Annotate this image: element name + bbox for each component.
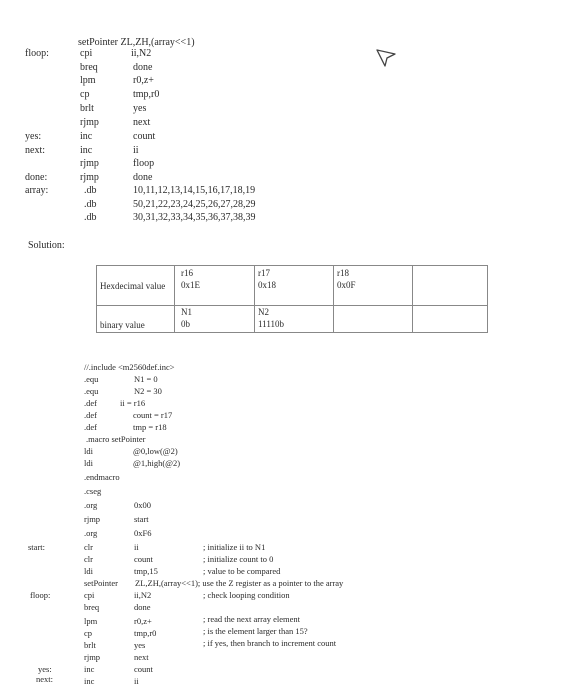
label-start: start: xyxy=(28,542,45,552)
code-comment: ; is the element larger than 15? xyxy=(203,626,308,636)
cell-r17-value: 0x18 xyxy=(258,280,276,290)
code-arg: tmp,15 xyxy=(134,566,158,576)
code-arg: count xyxy=(134,554,153,564)
code-arg: ii = r16 xyxy=(120,398,146,408)
code-op: brlt xyxy=(84,640,96,650)
code-arg: ii xyxy=(133,145,139,156)
solution-heading: Solution: xyxy=(28,240,65,251)
cell-r18-name: r18 xyxy=(337,268,349,278)
code-op: cpi xyxy=(80,48,93,59)
code-op: inc xyxy=(84,676,95,686)
code-op: rjmp xyxy=(84,514,101,524)
code-op: .equ xyxy=(84,374,99,384)
code-arg: next xyxy=(134,652,149,662)
code-comment: ; if yes, then branch to increment count xyxy=(203,638,337,648)
code-op: .org xyxy=(84,500,98,510)
code-op: brlt xyxy=(80,103,94,114)
code-arg: ii xyxy=(134,676,139,686)
code-op: cp xyxy=(80,89,90,100)
code-op: rjmp xyxy=(80,117,99,128)
cell-n1-name: N1 xyxy=(181,307,192,317)
label-yes: yes: xyxy=(38,664,52,674)
code-arg: tmp = r18 xyxy=(133,422,167,432)
code-op: .def xyxy=(84,398,97,408)
code-arg: done xyxy=(134,602,151,612)
code-op: .org xyxy=(84,528,98,538)
code-arg: 10,11,12,13,14,15,16,17,18,19 xyxy=(133,185,256,196)
code-arg: yes xyxy=(134,640,146,650)
code-comment: ; check looping condition xyxy=(203,590,290,600)
code-arg: @1,high(@2) xyxy=(133,458,181,468)
code-arg: done xyxy=(133,172,153,183)
code-arg: 30,31,32,33,34,35,36,37,38,39 xyxy=(133,212,256,223)
code-op: lpm xyxy=(80,75,96,86)
code-op: breq xyxy=(84,602,100,612)
code-arg: count xyxy=(133,131,156,142)
code-op: inc xyxy=(80,145,93,156)
table-row-label-binary: binary value xyxy=(100,320,145,330)
code-arg: N1 = 0 xyxy=(134,374,158,384)
code-arg: tmp,r0 xyxy=(133,89,160,100)
code-op: .db xyxy=(84,212,97,223)
cell-r18-value: 0x0F xyxy=(337,280,356,290)
label-floop: floop: xyxy=(30,590,51,600)
code-op: setPointer xyxy=(84,578,118,588)
code-arg: start xyxy=(134,514,149,524)
code-comment: ; read the next array element xyxy=(203,614,300,624)
code-arg: ii,N2 xyxy=(131,48,152,59)
code-op: .db xyxy=(84,185,97,196)
code-op: .equ xyxy=(84,386,99,396)
label-floop: floop: xyxy=(25,48,49,59)
code-op: .db xyxy=(84,199,97,210)
code-op: rjmp xyxy=(80,172,99,183)
cell-n2-value: 11110b xyxy=(258,319,284,329)
macro-call-line: setPointer ZL,ZH,(array<<1) xyxy=(78,37,195,48)
code-op: inc xyxy=(84,664,95,674)
code-arg: ZL,ZH,(array<<1); use the Z register as a pointer to the array xyxy=(135,578,344,588)
code-arg: r0,z+ xyxy=(134,616,152,626)
code-arg: next xyxy=(133,117,151,128)
cell-n1-value: 0b xyxy=(181,319,190,329)
code-line: .cseg xyxy=(84,486,102,496)
code-op: breq xyxy=(80,62,98,73)
code-op: clr xyxy=(84,554,93,564)
code-line: //.include <m2560def.inc> xyxy=(84,362,175,372)
label-next: next: xyxy=(25,145,45,156)
code-arg: ii xyxy=(134,542,139,552)
cell-r16-name: r16 xyxy=(181,268,193,278)
label-yes: yes: xyxy=(25,131,42,142)
code-arg: yes xyxy=(133,103,147,114)
code-comment: ; initialize ii to N1 xyxy=(203,542,266,552)
code-arg: floop xyxy=(133,158,155,169)
code-op: cp xyxy=(84,628,93,638)
cell-n2-name: N2 xyxy=(258,307,269,317)
code-arg: 50,21,22,23,24,25,26,27,28,29 xyxy=(133,199,256,210)
code-comment: ; initialize count to 0 xyxy=(203,554,274,564)
code-comment: ; value to be compared xyxy=(203,566,281,576)
code-arg: r0,z+ xyxy=(133,75,154,86)
code-arg: 0x00 xyxy=(134,500,151,510)
mouse-cursor-icon xyxy=(373,44,399,70)
code-op: lpm xyxy=(84,616,98,626)
code-arg: tmp,r0 xyxy=(134,628,157,638)
code-op: .def xyxy=(84,410,97,420)
code-op: ldi xyxy=(84,446,93,456)
table-row-label-hex: Hexdecimal value xyxy=(100,281,166,291)
label-done: done: xyxy=(25,172,48,183)
code-arg: 0xF6 xyxy=(134,528,152,538)
code-op: rjmp xyxy=(84,652,101,662)
code-arg: ii,N2 xyxy=(134,590,152,600)
code-arg: done xyxy=(133,62,153,73)
code-op: .def xyxy=(84,422,97,432)
code-op: cpi xyxy=(84,590,95,600)
code-op: ldi xyxy=(84,458,93,468)
code-arg: count xyxy=(134,664,153,674)
code-op: inc xyxy=(80,131,93,142)
code-op: clr xyxy=(84,542,93,552)
code-arg: @0,low(@2) xyxy=(133,446,178,456)
code-op: rjmp xyxy=(80,158,99,169)
label-next: next: xyxy=(36,674,53,684)
label-array: array: xyxy=(25,185,49,196)
code-op: ldi xyxy=(84,566,93,576)
cell-r16-value: 0x1E xyxy=(181,280,200,290)
code-arg: count = r17 xyxy=(133,410,173,420)
code-line: .macro setPointer xyxy=(86,434,146,444)
code-line: .endmacro xyxy=(84,472,120,482)
code-arg: N2 = 30 xyxy=(134,386,162,396)
cell-r17-name: r17 xyxy=(258,268,270,278)
